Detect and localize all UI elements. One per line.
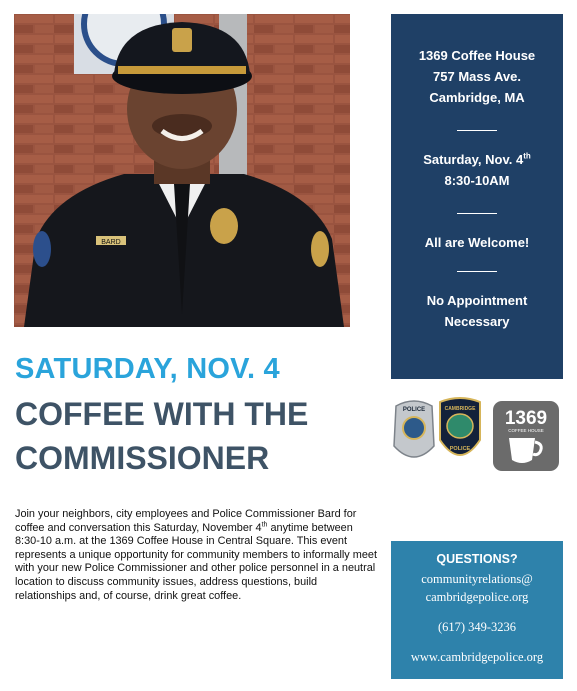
logo-row [392,396,562,476]
commissioner-photo [14,14,350,327]
event-description [15,508,377,603]
welcome-text: All are Welcome! [424,235,530,250]
coffee-house-logo [493,401,559,471]
contact-panel [391,541,563,679]
appointment-text-line1: No Appointment [426,293,528,308]
event-date-heading: SATURDAY, NOV. 4 [15,353,280,385]
commissioner-portrait-illustration [14,14,350,327]
event-date [391,149,563,170]
description-part1: Join your neighbors, city employees and Police Commissioner Bard for coffee and conversation this Saturday, November 4 [15,508,357,534]
description-part2: anytime between 8:30-10 a.m. at the 1369 Coffee House in Central Square. This event represents a unique opportunity for community members to informally meet with your new Police Commissioner and other police personnel in a neutral location to discuss community issues, address questions, build relationships and, of course, drink great coffee. [15,521,377,602]
contact-email-line1[interactable]: communityrelations@ [421,572,533,586]
event-time: 8:30-10AM [444,173,510,188]
patch-text-top: CAMBRIDGE [444,406,476,412]
venue-city: Cambridge, MA [429,90,525,105]
contact-email-line2[interactable]: cambridgepolice.org [425,590,529,604]
appointment-text-line2: Necessary [444,314,510,329]
cafe-subtext: COFFEE HOUSE [508,428,544,433]
name-tag: BARD [101,239,121,246]
event-info-panel [391,14,563,379]
cafe-number: 1369 [504,408,548,429]
badge-text: POLICE [402,407,426,413]
event-date-ordinal: th [523,151,531,161]
cambridge-police-patch-logo [440,398,480,455]
description-ordinal: th [261,520,268,528]
patch-text-bottom: POLICE [449,446,471,452]
event-date-text: Saturday, Nov. 4 [423,152,524,167]
contact-phone[interactable]: (617) 349-3236 [437,620,517,634]
police-badge-logo [394,401,434,457]
event-title-line2: COMMISSIONER [15,440,270,476]
questions-heading: QUESTIONS? [436,552,518,566]
event-title [15,392,385,480]
venue-street: 757 Mass Ave. [433,69,521,84]
contact-website[interactable]: www.cambridgepolice.org [410,650,544,664]
coffee-cup-icon [509,438,535,463]
venue-name: 1369 Coffee House [418,48,536,63]
event-title-line1: COFFEE WITH THE [15,396,309,432]
